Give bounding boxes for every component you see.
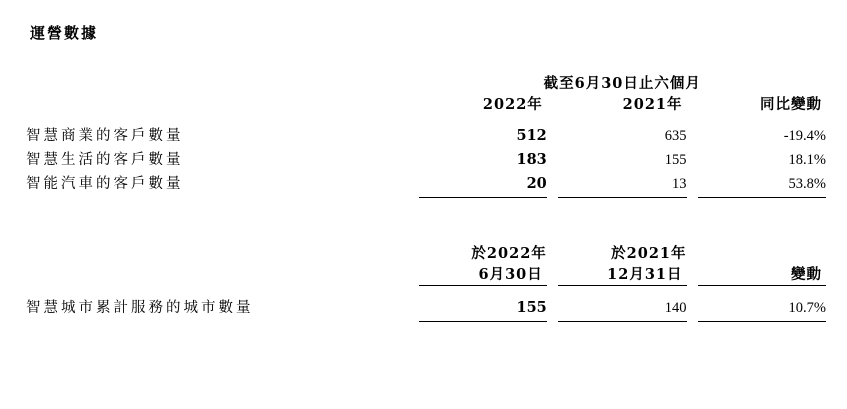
- page-title: 運營數據: [30, 24, 99, 42]
- table1-row1-2022: 183: [516, 151, 547, 168]
- table2-col-2022-line2: 6月30日: [478, 266, 543, 283]
- table-row: [26, 148, 826, 172]
- table1-row1-label: 智慧生活的客戶數量: [26, 152, 184, 168]
- table1-col-change: 同比變動: [760, 96, 822, 113]
- gap-cell: [687, 296, 698, 320]
- table1-row2-label: 智能汽車的客戶數量: [26, 176, 184, 192]
- table1-row0-label: 智慧商業的客戶數量: [26, 128, 184, 144]
- table1-col-2021: 2021年: [622, 96, 683, 113]
- table1-col-2022: 2022年: [482, 96, 543, 113]
- table2-col-change-line1: [698, 242, 826, 263]
- spacer-row: [26, 220, 826, 242]
- table2-col-change-line2: 變動: [791, 266, 822, 283]
- table1-row1-change: 18.1%: [788, 152, 826, 168]
- gap-cell: [547, 148, 558, 172]
- table2-row0-change: 10.7%: [788, 300, 826, 316]
- spacer-cell: [26, 198, 826, 221]
- table1-column-header-row: [26, 93, 826, 114]
- table2-header-row-2: [26, 263, 826, 284]
- gap-cell: [547, 93, 558, 114]
- rule-change-bottom: [698, 320, 826, 322]
- spacer-cell: [26, 286, 826, 297]
- spacer-row: [26, 114, 826, 124]
- empty-cell: [26, 93, 419, 114]
- operating-data-table: [26, 72, 826, 322]
- gap-cell: [687, 172, 698, 196]
- spacer-cell: [26, 114, 826, 124]
- gap-cell: [547, 172, 558, 196]
- table2-col-2022-line1: 於2022年: [471, 245, 547, 262]
- table1-row0-2021: 635: [664, 128, 687, 144]
- table1-row2-2022: 20: [526, 175, 547, 192]
- table2-col-2021-line2: 12月31日: [607, 266, 683, 283]
- empty-cell: [26, 263, 419, 284]
- gap-cell: [687, 320, 698, 322]
- gap-cell: [547, 242, 558, 263]
- table2-header-row-1: [26, 242, 826, 263]
- table2-col-2021-line1: 於2021年: [611, 245, 687, 262]
- table2-row0-label: 智慧城市累計服務的城市數量: [26, 300, 254, 316]
- empty-cell: [26, 320, 419, 322]
- table1-row2-2021: 13: [672, 176, 687, 192]
- spacer-row: [26, 198, 826, 221]
- table1-row0-change: -19.4%: [783, 128, 826, 144]
- empty-cell: [26, 72, 419, 93]
- empty-cell: [26, 242, 419, 263]
- gap-cell: [687, 263, 698, 284]
- gap-cell: [687, 148, 698, 172]
- table-row: [26, 172, 826, 196]
- spacer-row: [26, 286, 826, 297]
- table1-period-header: 截至6月30日止六個月: [543, 75, 701, 92]
- gap-cell: [547, 296, 558, 320]
- rule-2022-bottom: [419, 320, 547, 322]
- gap-cell: [547, 263, 558, 284]
- gap-cell: [547, 124, 558, 148]
- table1-row2-change: 53.8%: [788, 176, 826, 192]
- table2-row0-2021: 140: [664, 300, 687, 316]
- table-row: [26, 124, 826, 148]
- table1-period-header-row: [26, 72, 826, 93]
- table2-bottom-rule-row: [26, 320, 826, 322]
- gap-cell: [547, 320, 558, 322]
- table1-row0-2022: 512: [516, 127, 547, 144]
- rule-2021-bottom: [558, 320, 686, 322]
- table-row: [26, 296, 826, 320]
- gap-cell: [687, 242, 698, 263]
- gap-cell: [687, 124, 698, 148]
- gap-cell: [687, 93, 698, 114]
- table2-row0-2022: 155: [516, 299, 547, 316]
- spacer-cell: [26, 220, 826, 242]
- table1-row1-2021: 155: [664, 152, 687, 168]
